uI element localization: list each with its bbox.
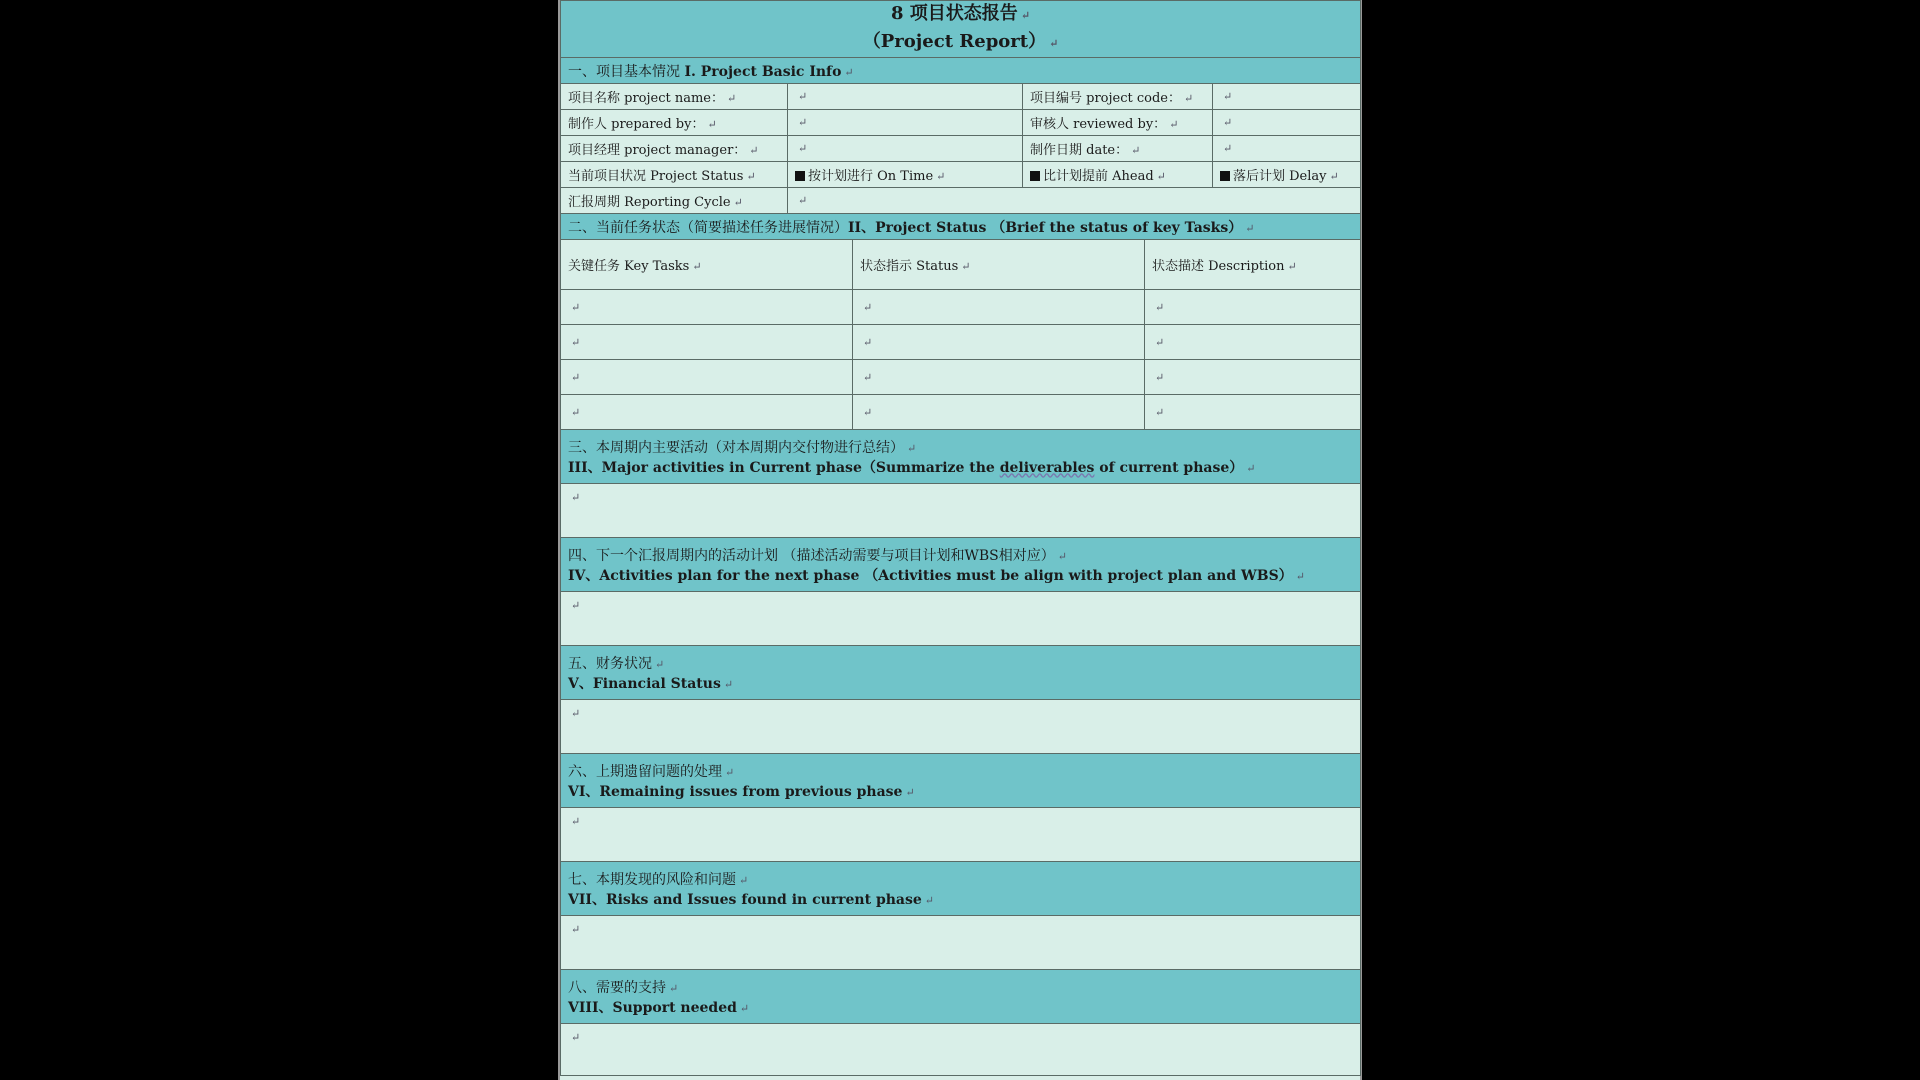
description-cell[interactable]: ↵: [1145, 290, 1361, 325]
section-next-plan: 四、下一个汇报周期内的活动计划 （描述活动需要与项目计划和WBS相对应） ↵ IV、Activities plan for the next phase （Activities must be align with project plan and WBS） ↵: [561, 538, 1361, 592]
financial-status-content[interactable]: ↵: [561, 700, 1361, 754]
report-document: [558, 0, 1362, 1080]
status-option-on-time[interactable]: 按计划进行 On Time ↵: [788, 162, 1023, 188]
field-prepared-by[interactable]: ↵: [788, 110, 1023, 136]
table-row: [561, 290, 1361, 325]
field-date[interactable]: ↵: [1213, 136, 1361, 162]
major-activities-content[interactable]: ↵: [561, 484, 1361, 538]
header-description: 状态描述 Description ↵: [1145, 240, 1361, 290]
task-cell[interactable]: ↵: [561, 325, 853, 360]
report-table: [560, 0, 1361, 1076]
checkbox-square-icon: [1030, 171, 1040, 181]
checkbox-square-icon: [795, 171, 805, 181]
section-remaining-issues: 六、上期遗留问题的处理 ↵ VI、Remaining issues from previous phase ↵: [561, 754, 1361, 808]
label-date: 制作日期 date： ↵: [1023, 136, 1213, 162]
label-reporting-cycle: 汇报周期 Reporting Cycle ↵: [561, 188, 788, 214]
description-cell[interactable]: ↵: [1145, 395, 1361, 430]
status-cell[interactable]: ↵: [853, 325, 1145, 360]
risks-issues-content[interactable]: ↵: [561, 916, 1361, 970]
label-project-status: 当前项目状况 Project Status ↵: [561, 162, 788, 188]
section-major-activities: 三、本周期内主要活动（对本周期内交付物进行总结） ↵ III、Major activities in Current phase（Summarize the deliverables of current phase） ↵: [561, 430, 1361, 484]
header-status: 状态指示 Status ↵: [853, 240, 1145, 290]
table-row: [561, 395, 1361, 430]
next-plan-content[interactable]: ↵: [561, 592, 1361, 646]
task-cell[interactable]: ↵: [561, 395, 853, 430]
description-cell[interactable]: ↵: [1145, 325, 1361, 360]
header-key-tasks: 关键任务 Key Tasks ↵: [561, 240, 853, 290]
description-cell[interactable]: ↵: [1145, 360, 1361, 395]
section-project-status: 二、当前任务状态（简要描述任务进展情况）II、Project Status （Brief the status of key Tasks） ↵: [561, 214, 1361, 240]
report-title: 8 项目状态报告 ↵ （Project Report） ↵: [561, 1, 1361, 58]
field-reviewed-by[interactable]: ↵: [1213, 110, 1361, 136]
field-reporting-cycle[interactable]: ↵: [788, 188, 1361, 214]
label-project-name: 项目名称 project name： ↵: [561, 84, 788, 110]
section-risks-issues: 七、本期发现的风险和问题 ↵ VII、Risks and Issues found in current phase ↵: [561, 862, 1361, 916]
table-row: [561, 325, 1361, 360]
field-project-code[interactable]: ↵: [1213, 84, 1361, 110]
status-cell[interactable]: ↵: [853, 395, 1145, 430]
table-row: [561, 360, 1361, 395]
status-option-ahead[interactable]: 比计划提前 Ahead ↵: [1023, 162, 1213, 188]
status-option-delay[interactable]: 落后计划 Delay ↵: [1213, 162, 1361, 188]
label-project-code: 项目编号 project code： ↵: [1023, 84, 1213, 110]
task-cell[interactable]: ↵: [561, 360, 853, 395]
section-support-needed: 八、需要的支持 ↵ VIII、Support needed ↵: [561, 970, 1361, 1024]
status-cell[interactable]: ↵: [853, 290, 1145, 325]
field-project-name[interactable]: ↵: [788, 84, 1023, 110]
support-needed-content[interactable]: ↵: [561, 1024, 1361, 1076]
label-prepared-by: 制作人 prepared by： ↵: [561, 110, 788, 136]
task-cell[interactable]: ↵: [561, 290, 853, 325]
section-basic-info: 一、项目基本情况 I. Project Basic Info ↵: [561, 58, 1361, 84]
status-cell[interactable]: ↵: [853, 360, 1145, 395]
label-reviewed-by: 审核人 reviewed by： ↵: [1023, 110, 1213, 136]
label-project-manager: 项目经理 project manager： ↵: [561, 136, 788, 162]
section-financial-status: 五、财务状况 ↵ V、Financial Status ↵: [561, 646, 1361, 700]
field-project-manager[interactable]: ↵: [788, 136, 1023, 162]
remaining-issues-content[interactable]: ↵: [561, 808, 1361, 862]
checkbox-square-icon: [1220, 171, 1230, 181]
